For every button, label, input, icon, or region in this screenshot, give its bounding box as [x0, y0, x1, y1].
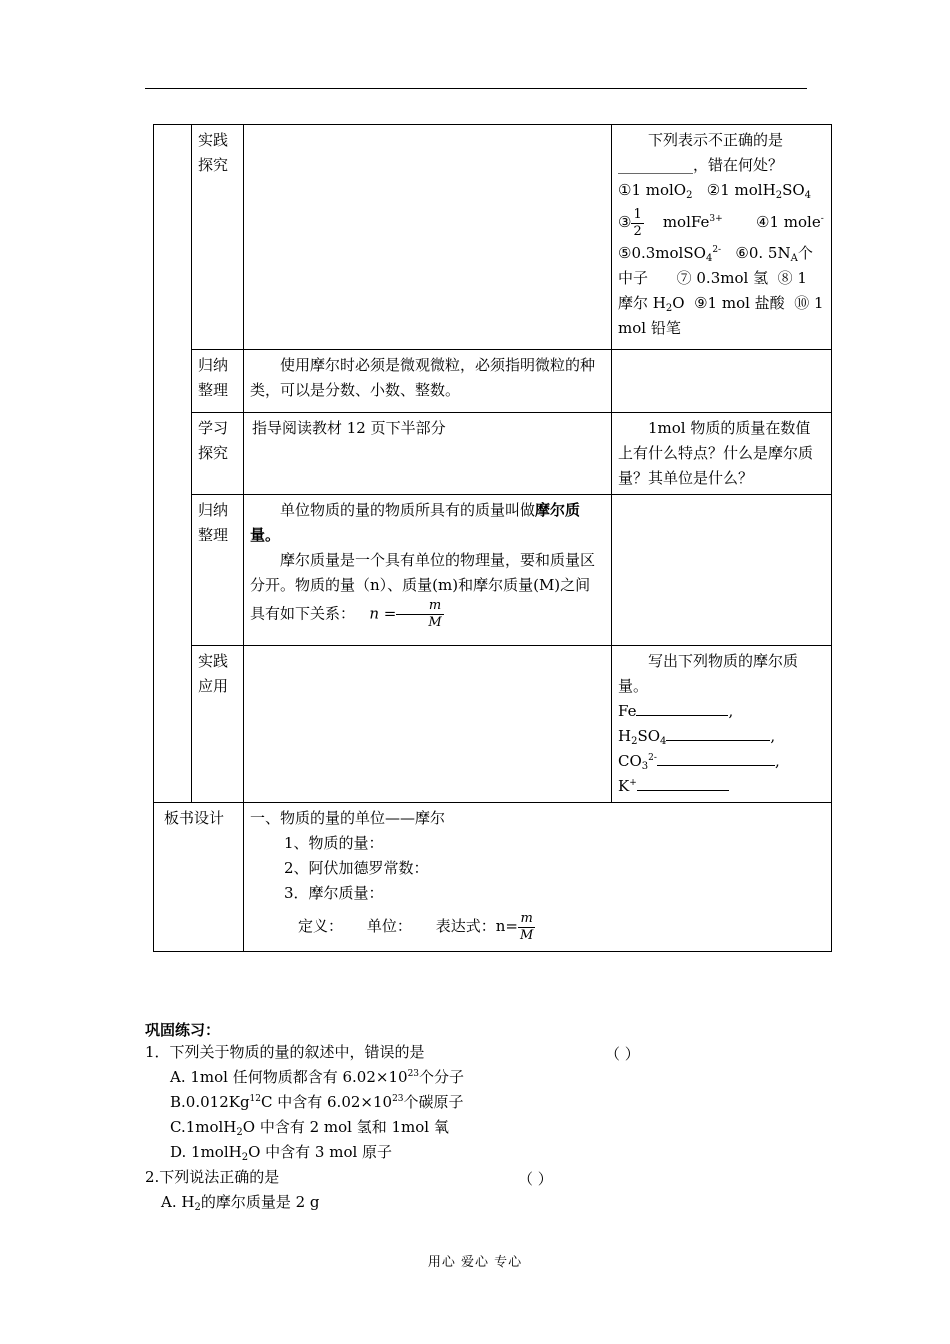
option-2a: A. $H_2$的摩尔质量是 2 g: [161, 1193, 320, 1213]
row-summary-2: [154, 495, 832, 646]
definition: 单位物质的量的物质所具有的质量叫做摩尔质量。: [250, 501, 581, 544]
row-practice-apply: [154, 646, 832, 803]
exercise-heading: 巩固练习：: [145, 1021, 221, 1039]
header-rule: [145, 88, 807, 89]
option-1c: C.1molH$_2$O 中含有 2 mol 氢和 1mol 氧: [170, 1118, 449, 1138]
board-content: [244, 803, 832, 952]
row-label: 归纳整理: [192, 350, 244, 413]
row-summary-1: [154, 350, 832, 413]
apply-intro: 写出下列物质的摩尔质量。: [618, 652, 799, 695]
row-label: 归纳整理: [192, 495, 244, 646]
content-cell: 使用摩尔时必须是微观微粒，必须指明微粒的种类，可以是分数、小数、整数。: [244, 350, 612, 413]
formula-fraction: $\frac{m}{M}$: [396, 598, 443, 631]
question-cell: 1mol 物质的质量在数值上有什么特点？什么是摩尔质量？其单位是什么？: [612, 413, 832, 495]
board-line-1: 1、物质的量：: [284, 834, 384, 852]
question-cell: [612, 350, 832, 413]
lesson-table: [153, 124, 832, 952]
answer-paren-1: （ ）: [605, 1045, 640, 1063]
option-1b: B.0.012Kg$^{12}$C 中含有 $6.02\times 10^{23}$个碳原子: [170, 1093, 464, 1111]
items-line-1: ①1 molO$_2$ ②1 $molH_2SO_4$: [618, 181, 812, 201]
board-line-4: 定义： 单位： 表达式：n= $\frac{m}{M}$: [298, 910, 534, 943]
question-1: 1．下列关于物质的量的叙述中，错误的是: [145, 1043, 425, 1061]
board-line-3: 3．摩尔质量：: [284, 884, 384, 902]
answer-h2so4: $H_2SO_4$ ,: [618, 724, 825, 749]
row-study-explore: [154, 413, 832, 495]
board-title: 一、物质的量的单位——摩尔: [250, 809, 446, 827]
content-cell: 指导阅读教材 12 页下半部分: [244, 413, 612, 495]
question-cell: [612, 495, 832, 646]
row-label: 板书设计: [154, 803, 244, 952]
row-label: 学习探究: [192, 413, 244, 495]
answer-k: K+: [618, 774, 825, 799]
answer-paren-2: （ ）: [518, 1170, 553, 1188]
row-practice-explore: [154, 125, 832, 350]
option-1a: A. 1mol 任何物质都含有 $6.02\times 10^{23}$个分子: [170, 1068, 465, 1086]
left-margin-cell: [154, 125, 192, 803]
items-line-3: ⑤0.3molSO$_4^{2-}$ ⑥0. $5N_A$个中子 ⑦ 0.3mol 氢 ⑧ 1 摩尔 $H_2O$ ⑨1 mol 盐酸 ⑩ 1 mol 铅笔: [618, 244, 824, 337]
option-1d: D. 1molH$_2$O 中含有 3 mol 原子: [170, 1143, 393, 1163]
content-cell: [244, 646, 612, 803]
row-label: 实践探究: [192, 125, 244, 350]
question-cell: [612, 646, 832, 803]
content-cell: [244, 495, 612, 646]
answer-co3: $CO_3^{2-}$ ,: [618, 749, 825, 774]
page-footer: 用心 爱心 专心: [427, 1255, 523, 1270]
relation-text: 摩尔质量是一个具有单位的物理量，要和质量区分开。物质的量（n）、质量(m)和摩尔质量(M)之间具有如下关系： n = $\frac{m}{M}$: [250, 551, 596, 630]
content-cell: [244, 125, 612, 350]
items-line-2: ③ $\frac{1}{2}$ molFe$^{3+}$ ④1 mole-: [618, 206, 824, 239]
question-cell: [612, 125, 832, 350]
question-intro: 下列表示不正确的是__________，错在何处？: [618, 131, 784, 174]
row-label: 实践应用: [192, 646, 244, 803]
question-2: 2.下列说法正确的是: [145, 1168, 280, 1186]
row-board-design: [154, 803, 832, 952]
board-fraction: $\frac{m}{M}$: [519, 910, 534, 943]
fraction: $\frac{1}{2}$: [633, 206, 642, 239]
answer-fe: Fe ,: [618, 699, 825, 724]
board-line-2: 2、阿伏加德罗常数：: [284, 859, 429, 877]
